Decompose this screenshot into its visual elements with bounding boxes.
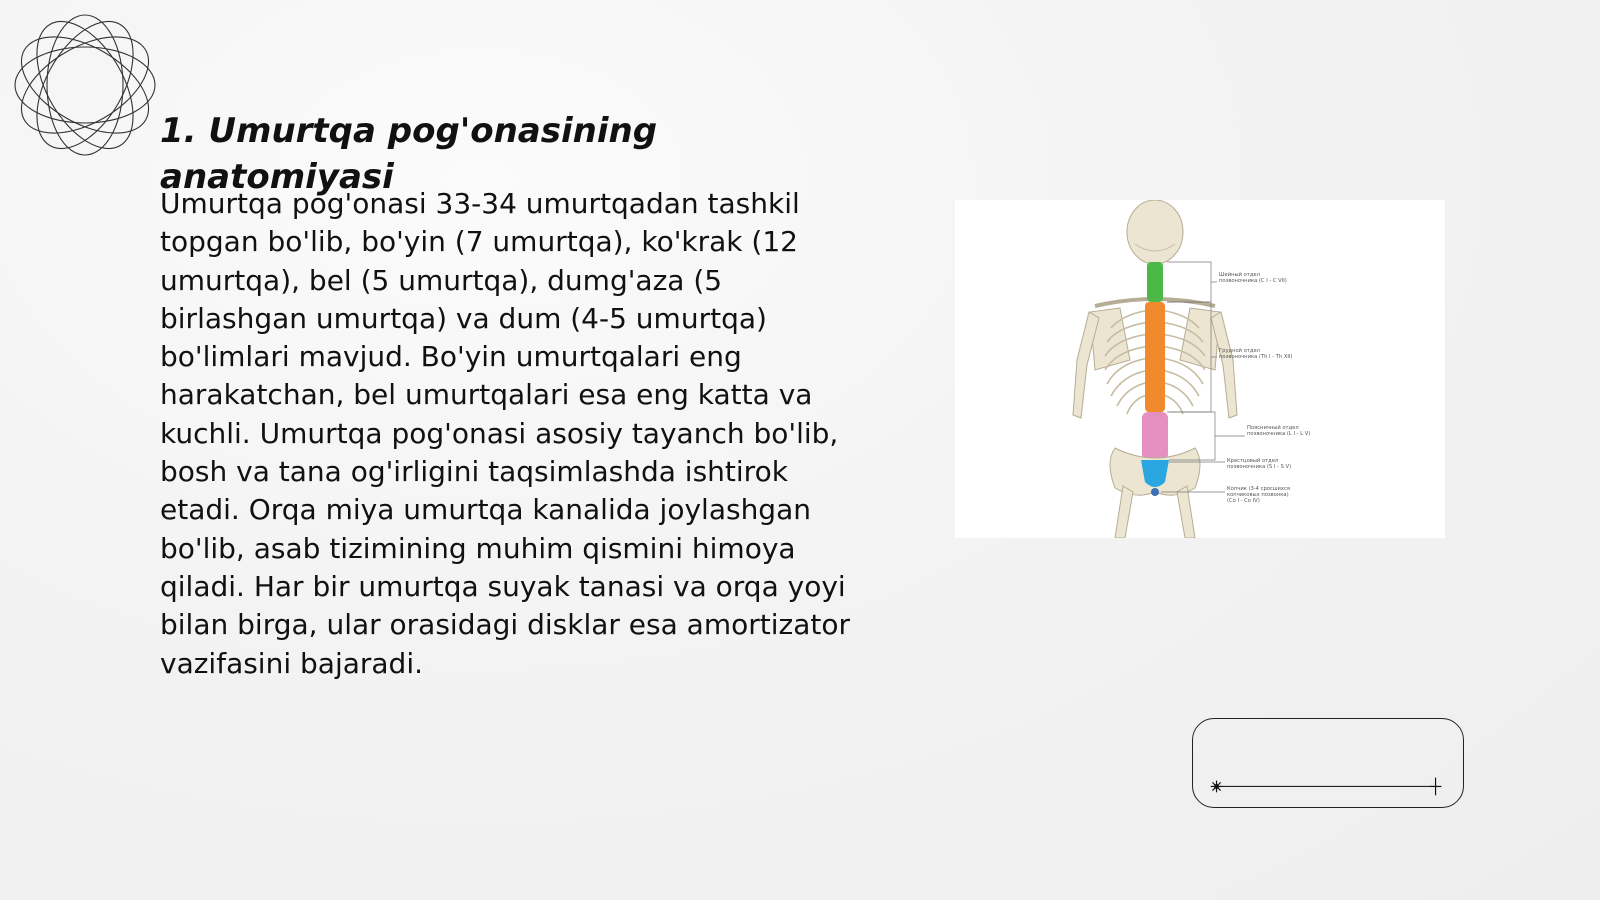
cervical-vertebrae xyxy=(1147,262,1163,302)
skull xyxy=(1127,200,1183,264)
figure-label-cervical: Шейный отдел позвоночника (C I - C VII) xyxy=(1219,272,1287,284)
decorative-line xyxy=(1193,719,1463,807)
slide-title: 1. Umurtqa pog'onasining anatomiyasi xyxy=(160,111,658,197)
thoracic-vertebrae xyxy=(1145,302,1165,412)
figure-label-thoracic: Грудной отдел позвоночника (Th I - Th XII) xyxy=(1219,348,1293,360)
decorative-slider-frame xyxy=(1192,718,1464,808)
circle-ornament-icon xyxy=(10,10,160,160)
left-femur xyxy=(1115,486,1133,538)
slide-body-text: Umurtqa pog'onasi 33-34 umurtqadan tashkil topgan bo'lib, bo'yin (7 umurtqa), ko'krak (12 umurtqa), bel (5 umurtqa), dumg'aza (5 birlashgan umurtqa) va dum (4-5 umurtqa) bo'limlari mavjud. Bo'yin umurtqalari eng harakatchan, bel umurtqalari esa eng katta va kuchli. Umurtqa pog'onasi asosiy tayanch bo'lib, bosh va tana og'irligini taqsimlashda ishtirok etadi. Orqa miya umurtqa kanalida joylashgan bo'lib, asab tizimining muhim qismini himoya qiladi. Har bir umurtqa suyak tanasi va orqa yoyi bilan birga, ular orasidagi disklar esa amortizator vazifasini bajaradi. xyxy=(160,187,850,680)
coccyx xyxy=(1151,488,1159,496)
figure-label-coccyx: Копчик (3-4 сросшихся копчиковых позвонка) (Co I - Co IV) xyxy=(1227,486,1290,504)
skeleton-illustration xyxy=(955,200,1445,538)
figure-label-lumbar: Поясничный отдел позвоночника (L I - L V) xyxy=(1247,425,1311,437)
spine-anatomy-figure xyxy=(955,200,1445,538)
figure-label-sacral: Крестцовый отдел позвоночника (S I - S V) xyxy=(1227,458,1292,470)
lumbar-vertebrae xyxy=(1142,412,1168,460)
sparkle-icon xyxy=(1430,778,1442,796)
right-femur xyxy=(1177,486,1195,538)
